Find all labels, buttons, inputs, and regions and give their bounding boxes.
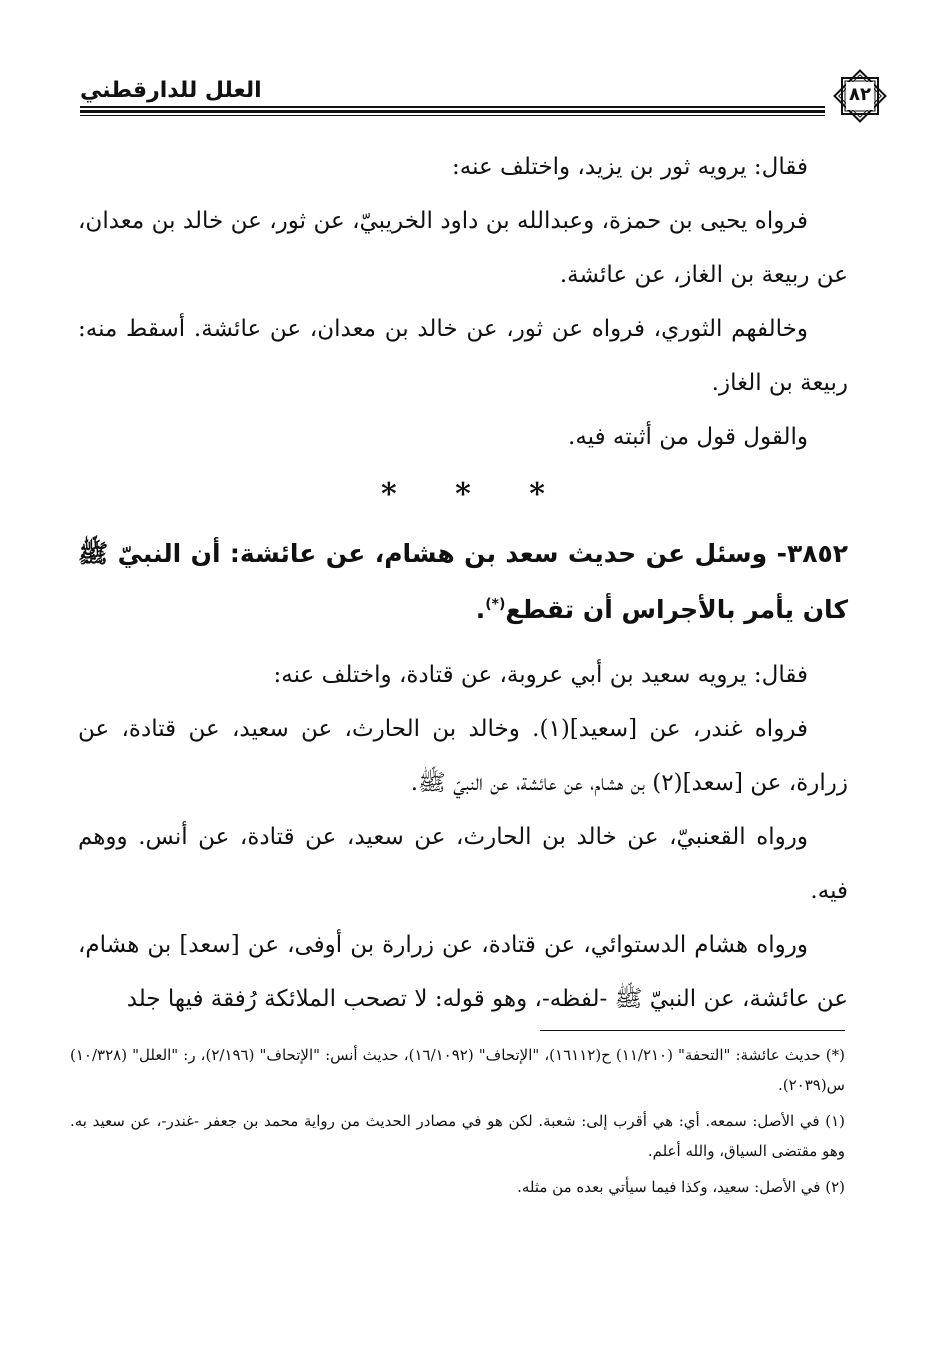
header-rule [80,106,825,116]
footnote: (٢) في الأصل: سعيد، وكذا فيما سيأتي بعده من مثله. [517,1178,845,1196]
paragraph: فقال: يرويه سعيد بن أبي عروبة، عن قتادة، واختلف عنه: [273,662,808,688]
paragraph: فرواه يحيى بن حمزة، وعبدالله بن داود الخريبيّ، عن ثور، عن خالد بن معدان، عن ربيعة بن الغاز، عن عائشة. [78,208,848,288]
main-text [78,140,848,1026]
entry-heading-end: . [475,595,486,624]
paragraph: ورواه القعنبيّ، عن خالد بن الحارث، عن سعيد، عن قتادة، عن أنس. ووهم فيه. [78,824,848,904]
section-separator: * * * [381,477,545,512]
paragraph: وخالفهم الثوري، فرواه عن ثور، عن خالد بن معدان، عن عائشة. أسقط منه: ربيعة بن الغاز. [78,316,848,396]
page-number-badge [830,66,890,126]
paragraph: والقول قول من أثبته فيه. [568,424,808,450]
page-header [80,66,870,126]
entry-heading [78,526,848,638]
page-number: ٨٢ [849,84,871,105]
paragraph: ورواه هشام الدستوائي، عن قتادة، عن زرارة بن أوفى، عن [سعد] بن هشام، عن عائشة، عن النبيّ ﷺ -لفظه-، وهو قوله: لا تصحب الملائكة رُفقة فيها جلد [78,932,848,1012]
footnote-separator [540,1030,845,1031]
footnote: (*) حديث عائشة: "التحفة" (١١/٢١٠) ح(١٦١١٢)، "الإتحاف" (١٦/١٠٩٢)، حديث أنس: "الإتحاف" (٢/١٩٦)، ر: "العلل" (١٠/٣٢٨) س(٢٠٣٩). [70,1046,846,1094]
footnote: (١) في الأصل: سمعه. أي: هي أقرب إلى: شعبة. لكن هو في مصادر الحديث من رواية محمد بن جعفر -غندر-، عن سعيد به. وهو مقتضى السياق، والله أعلم. [70,1112,845,1160]
paragraph: فرواه غندر، عن [سعيد](١). وخالد بن الحارث، عن سعيد، عن قتادة، عن زرارة، عن [سعد](٢) بن هشام، عن عائشة، عن النبيّ ﷺ. [78,716,848,796]
book-title: العلل للدارقطني [80,78,262,103]
entry-heading-text: ٣٨٥٢- وسئل عن حديث سعد بن هشام، عن عائشة: أن النبيّ ﷺ كان يأمر بالأجراس أن تقطع [78,539,848,624]
footnotes [70,1040,845,1208]
entry-note-marker: (*) [485,596,506,613]
paragraph: فقال: يرويه ثور بن يزيد، واختلف عنه: [451,154,808,180]
